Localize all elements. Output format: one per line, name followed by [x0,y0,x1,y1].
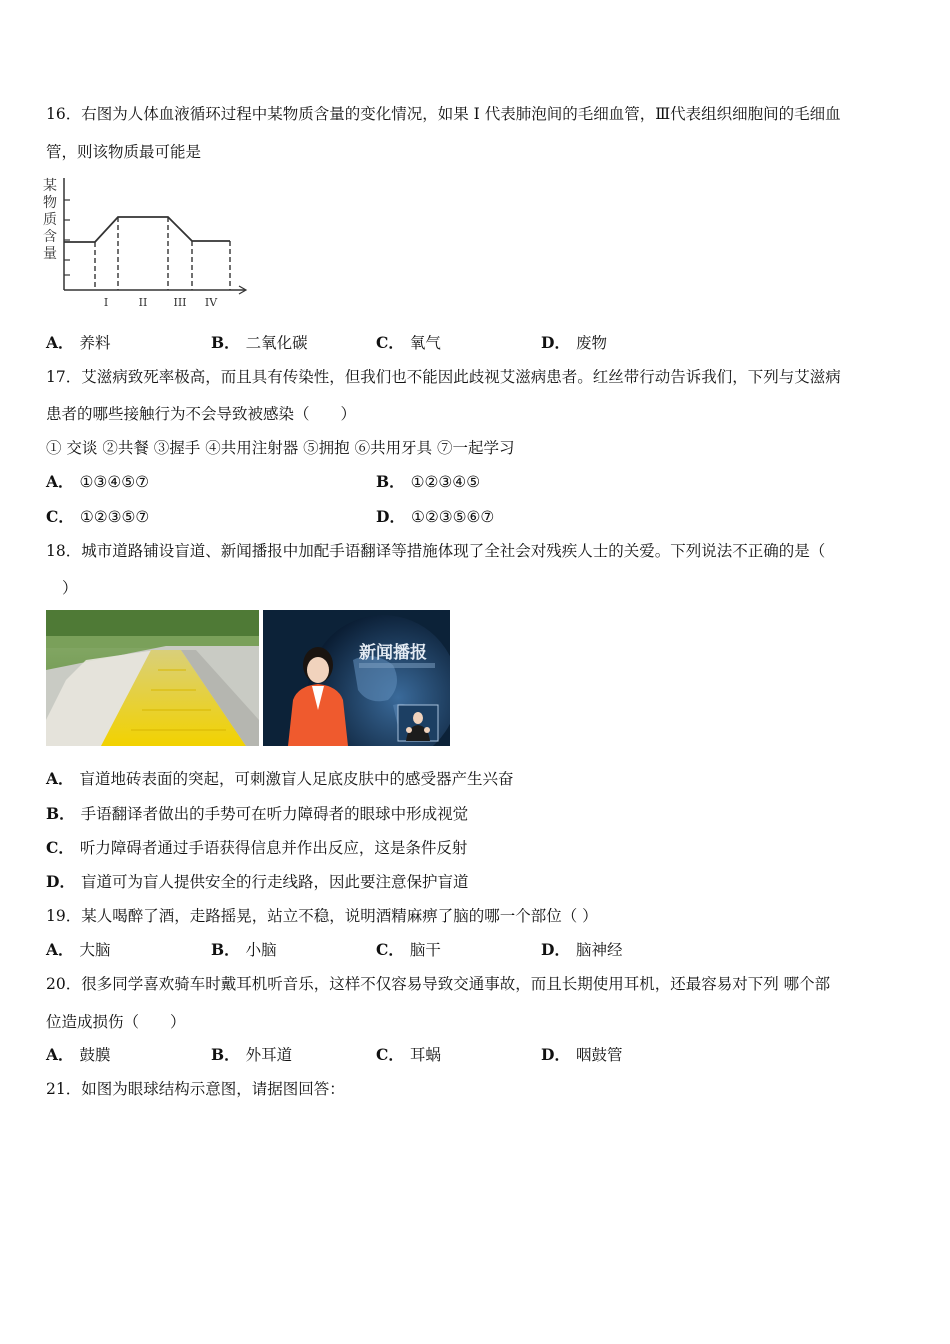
option-text: 听力障碍者通过手语获得信息并作出反应，这是条件反射 [79,839,468,857]
option-letter: A． [46,472,74,491]
q19-line1: 19．某人喝醉了酒，走路摇晃，站立不稳，说明酒精麻痹了脑的哪一个部位（ ） [46,907,598,925]
ylabel-char-0: 某 [43,178,57,194]
q20-option-b[interactable] [211,1043,292,1065]
q18-option-a[interactable] [46,767,514,789]
option-text: 大脑 [79,941,111,959]
q19-option-a[interactable] [46,938,111,960]
option-letter: B． [211,333,240,352]
q17-option-b[interactable] [376,470,480,492]
q17-line1: 17．艾滋病致死率极高，而且具有传染性，但我们也不能因此歧视艾滋病患者。红丝带行动告诉我们，下列与艾滋病 [46,368,841,386]
q20-option-a[interactable] [46,1043,111,1065]
option-letter: D． [541,1045,570,1064]
y-axis-label [43,177,57,262]
q17-line3: ① 交谈 ②共餐 ③握手 ④共用注射器 ⑤拥抱 ⑥共用牙具 ⑦一起学习 [46,439,515,457]
q18-line2: ） [62,579,78,597]
q16-option-a[interactable] [46,331,111,353]
q17-line2: 患者的哪些接触行为不会导致被感染（ ） [46,405,357,423]
option-letter: D． [541,333,570,352]
x-tick-label-IV: IV [204,296,218,309]
option-letter: D． [541,940,570,959]
series-line [64,217,230,242]
q21-line1: 21．如图为眼球结构示意图，请据图回答： [46,1080,345,1098]
option-letter: D． [376,507,405,526]
q16-chart [40,170,260,315]
q16-option-c[interactable] [376,331,441,353]
option-letter: C． [376,333,404,352]
option-text: 盲道可为盲人提供安全的行走线路，因此要注意保护盲道 [80,873,469,891]
option-letter: C． [376,940,404,959]
option-text: 手语翻译者做出的手势可在听力障碍者的眼球中形成视觉 [80,805,469,823]
ylabel-char-1: 物 [43,195,57,211]
x-tick-label-I: I [103,296,109,309]
q16-option-d[interactable] [541,331,607,353]
option-letter: B． [376,472,405,491]
option-letter: A． [46,940,74,959]
news-broadcast-photo [263,610,450,746]
option-letter: C． [46,507,74,526]
option-letter: D． [46,872,75,891]
option-text: 氧气 [409,334,441,352]
x-tick-label-III: III [173,296,187,309]
y-ticks [64,200,70,275]
option-text: ①②③④⑤ [410,473,481,491]
option-letter: C． [376,1045,404,1064]
divider-lines [95,217,230,290]
ylabel-char-4: 量 [43,246,57,262]
q20-line2: 位造成损伤（ ） [46,1013,186,1031]
option-text: ①②③⑤⑥⑦ [410,508,495,526]
q17-option-c[interactable] [46,505,149,527]
option-text: 耳蜗 [409,1046,441,1064]
q20-option-c[interactable] [376,1043,441,1065]
q19-option-d[interactable] [541,938,622,960]
option-text: 脑神经 [575,941,623,959]
option-text: 鼓膜 [79,1046,111,1064]
option-letter: A． [46,1045,74,1064]
option-letter: B． [46,804,75,823]
option-text: 养料 [79,334,111,352]
q18-option-d[interactable] [46,870,468,892]
ylabel-char-2: 质 [43,212,57,228]
option-text: 脑干 [409,941,441,959]
q20-line1: 20．很多同学喜欢骑车时戴耳机听音乐，这样不仅容易导致交通事故，而且长期使用耳机，还最容易对下列 哪个部 [46,975,831,993]
option-letter: C． [46,838,74,857]
q17-option-d[interactable] [376,505,494,527]
option-text: 二氧化碳 [245,334,308,352]
x-tick-label-II: II [138,296,148,309]
option-text: ①③④⑤⑦ [79,473,150,491]
q18-option-c[interactable] [46,836,467,858]
news-caption: 新闻播报 [359,643,427,663]
q17-option-a[interactable] [46,470,149,492]
q19-option-c[interactable] [376,938,441,960]
q19-option-b[interactable] [211,938,277,960]
option-text: ①②③⑤⑦ [79,508,150,526]
tactile-paving-photo [46,610,259,746]
option-text: 咽鼓管 [575,1046,623,1064]
option-text: 盲道地砖表面的突起，可刺激盲人足底皮肤中的感受器产生兴奋 [79,770,514,788]
q20-option-d[interactable] [541,1043,622,1065]
ylabel-char-3: 含 [43,229,57,245]
option-text: 废物 [575,334,607,352]
option-letter: B． [211,940,240,959]
q18-option-b[interactable] [46,802,468,824]
q18-line1: 18．城市道路铺设盲道、新闻播报中加配手语翻译等措施体现了全社会对残疾人士的关爱。下列说法不正确的是（ [46,542,826,560]
option-letter: A． [46,769,74,788]
option-letter: B． [211,1045,240,1064]
option-text: 外耳道 [245,1046,293,1064]
option-text: 小脑 [245,941,277,959]
q16-option-b[interactable] [211,331,308,353]
q16-line1: 16．右图为人体血液循环过程中某物质含量的变化情况，如果 I 代表肺泡间的毛细血管，Ⅲ代表组织细胞间的毛细血 [46,105,841,123]
q16-line2: 管，则该物质最可能是 [46,143,202,161]
option-letter: A． [46,333,74,352]
